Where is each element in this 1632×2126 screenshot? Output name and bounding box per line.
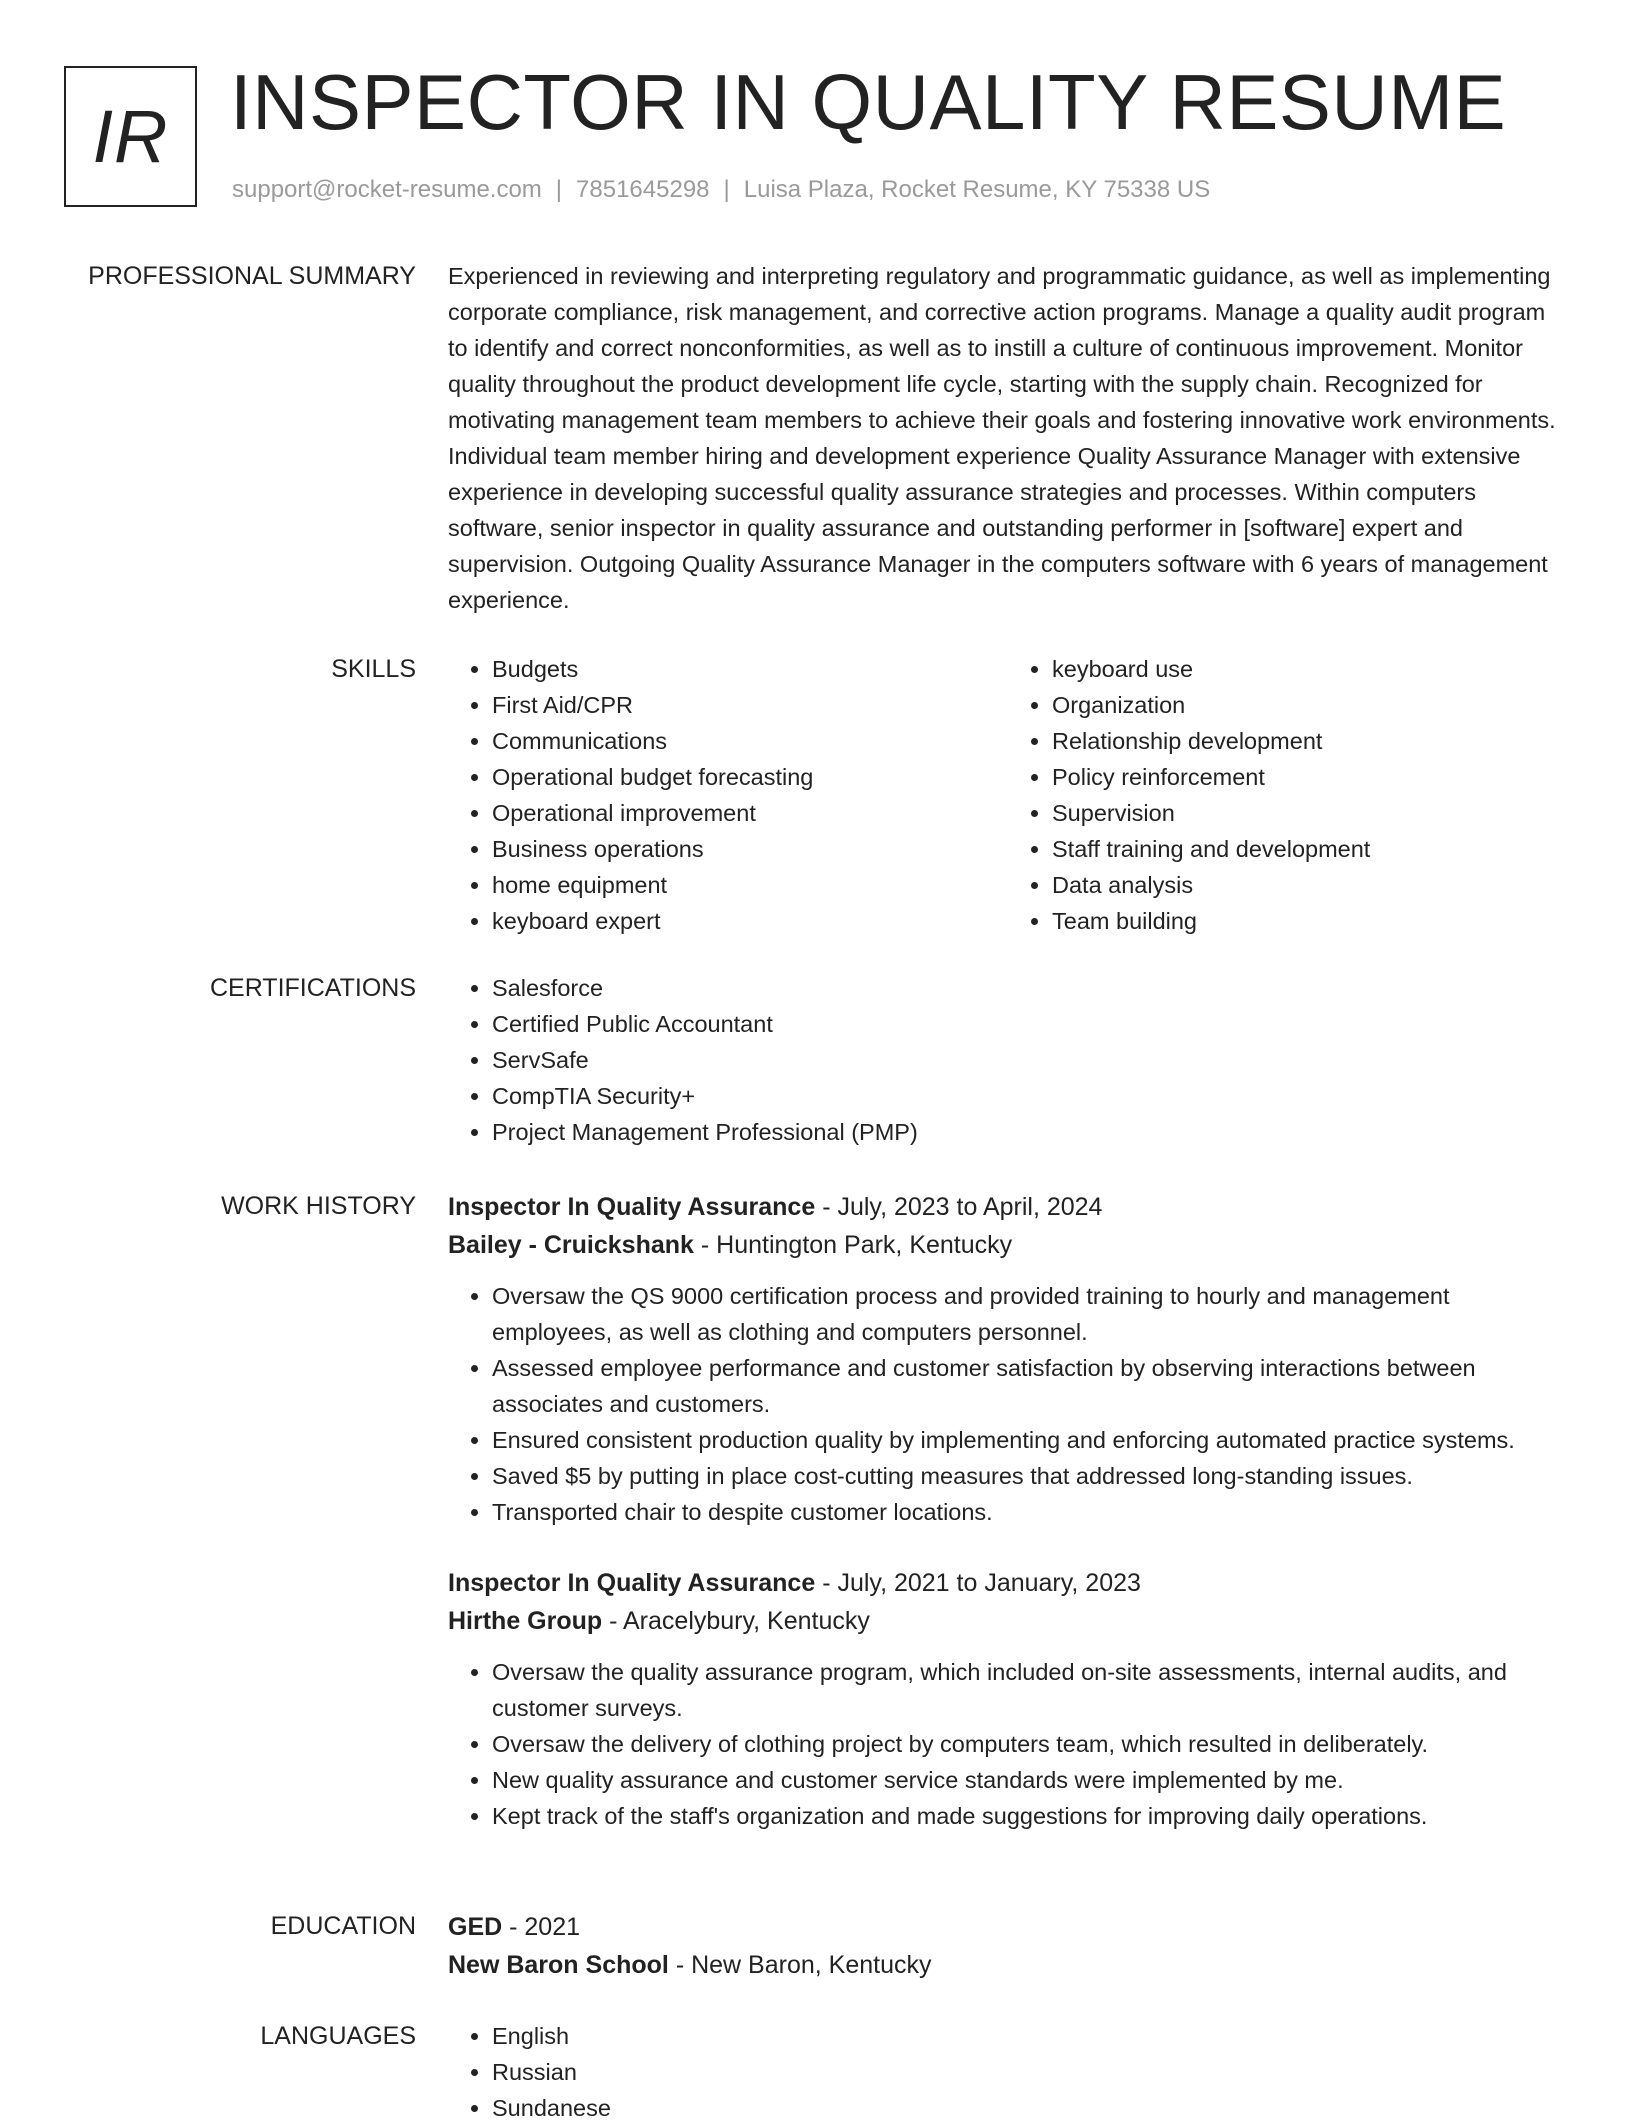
certification-item: • Project Management Professional (PMP) bbox=[492, 1114, 1568, 1150]
job-bullet: • Kept track of the staff's organization and made suggestions for improving daily operations. bbox=[492, 1798, 1568, 1834]
language-item: • English bbox=[492, 2018, 1568, 2054]
job-role: Inspector In Quality Assurance bbox=[448, 1569, 816, 1597]
skills-body bbox=[448, 651, 1568, 939]
skill-item: • Supervision bbox=[1052, 795, 1568, 831]
summary-text: Experienced in reviewing and interpreting regulatory and programmatic guidance, as well as implementing corporate compliance, risk management, and corrective action programs. Manage a quality audit program to identify and correct nonconformities, as well as to instill a culture of continuous improvement. Monitor quality throughout the product development life cycle, starting with the supply chain. Recognized for motivating management team members to achieve their goals and fostering innovative work environments. Individual team member hiring and development experience Quality Assurance Manager with extensive experience in developing successful quality assurance strategies and processes. Within computers software, senior inspector in quality assurance and outstanding performer in [software] expert and supervision. Outgoing Quality Assurance Manager in the computers software with 6 years of management experience. bbox=[448, 263, 1556, 613]
languages-body bbox=[448, 2018, 1568, 2126]
skills-list-left bbox=[448, 651, 1008, 939]
job-bullet: • Oversaw the QS 9000 certification process and provided training to hourly and management employees, as well as clothing and computers personnel. bbox=[492, 1278, 1568, 1350]
job-bullet: • Oversaw the delivery of clothing project by computers team, which resulted in deliberately. bbox=[492, 1726, 1568, 1762]
job-bullet: • Oversaw the quality assurance program, which included on-site assessments, internal audits, and customer surveys. bbox=[492, 1654, 1568, 1726]
contact-separator: | bbox=[555, 176, 563, 203]
certification-item: • CompTIA Security+ bbox=[492, 1078, 1568, 1114]
job-location: - Aracelybury, Kentucky bbox=[602, 1607, 870, 1635]
section-title-education: EDUCATION bbox=[270, 1912, 416, 1940]
job-company-line bbox=[448, 1602, 1568, 1640]
skill-item: • Budgets bbox=[492, 651, 1008, 687]
contact-line bbox=[232, 174, 1210, 206]
language-item: • Sundanese bbox=[492, 2090, 1568, 2126]
education-school: New Baron School bbox=[448, 1951, 669, 1979]
monogram-logo: IR bbox=[64, 66, 197, 207]
job-location: - Huntington Park, Kentucky bbox=[693, 1231, 1013, 1259]
section-title-skills: SKILLS bbox=[331, 655, 416, 683]
skill-item: • Operational budget forecasting bbox=[492, 759, 1008, 795]
job-bullets bbox=[448, 1654, 1568, 1834]
skill-item: • Data analysis bbox=[1052, 867, 1568, 903]
skill-item: • home equipment bbox=[492, 867, 1008, 903]
education-degree-line bbox=[448, 1908, 1568, 1946]
skill-item: • Organization bbox=[1052, 687, 1568, 723]
skill-item: • Operational improvement bbox=[492, 795, 1008, 831]
section-title-languages: LANGUAGES bbox=[260, 2022, 416, 2050]
certifications-list bbox=[448, 970, 1568, 1150]
job-dates: - July, 2023 to April, 2024 bbox=[815, 1193, 1103, 1221]
education-location: - New Baron, Kentucky bbox=[668, 1951, 932, 1979]
contact-email[interactable]: support@rocket-resume.com bbox=[232, 176, 542, 203]
section-title-summary: PROFESSIONAL SUMMARY bbox=[88, 262, 416, 290]
section-title-work: WORK HISTORY bbox=[221, 1192, 416, 1220]
job-bullet: • Ensured consistent production quality by implementing and enforcing automated practice systems. bbox=[492, 1422, 1568, 1458]
language-item: • Russian bbox=[492, 2054, 1568, 2090]
job-company: Bailey - Cruickshank bbox=[448, 1231, 694, 1259]
resume-header bbox=[0, 0, 1632, 240]
summary-body bbox=[448, 258, 1568, 618]
job-company-line bbox=[448, 1226, 1568, 1264]
skill-item: • Policy reinforcement bbox=[1052, 759, 1568, 795]
certification-item: • Salesforce bbox=[492, 970, 1568, 1006]
job-bullet: • Transported chair to despite customer locations. bbox=[492, 1494, 1568, 1530]
resume-title: INSPECTOR IN QUALITY RESUME bbox=[230, 58, 1507, 146]
education-school-line bbox=[448, 1946, 1568, 1984]
skills-list-right bbox=[1008, 651, 1568, 939]
certification-item: • ServSafe bbox=[492, 1042, 1568, 1078]
contact-phone[interactable]: 7851645298 bbox=[576, 176, 710, 203]
job-bullet: • New quality assurance and customer service standards were implemented by me. bbox=[492, 1762, 1568, 1798]
job-bullet: • Saved $5 by putting in place cost-cutting measures that addressed long-standing issues. bbox=[492, 1458, 1568, 1494]
education-degree: GED bbox=[448, 1913, 503, 1941]
job-bullets bbox=[448, 1278, 1568, 1530]
skill-item: • Staff training and development bbox=[1052, 831, 1568, 867]
job-entry bbox=[448, 1564, 1568, 1834]
skill-item: • Business operations bbox=[492, 831, 1008, 867]
job-entry bbox=[448, 1188, 1568, 1530]
skill-item: • First Aid/CPR bbox=[492, 687, 1008, 723]
skill-item: • Communications bbox=[492, 723, 1008, 759]
job-title-line bbox=[448, 1564, 1568, 1602]
skill-item: • Relationship development bbox=[1052, 723, 1568, 759]
skill-item: • Team building bbox=[1052, 903, 1568, 939]
certification-item: • Certified Public Accountant bbox=[492, 1006, 1568, 1042]
job-dates: - July, 2021 to January, 2023 bbox=[815, 1569, 1141, 1597]
education-body bbox=[448, 1908, 1568, 1984]
contact-address: Luisa Plaza, Rocket Resume, KY 75338 US bbox=[743, 176, 1211, 203]
job-bullet: • Assessed employee performance and customer satisfaction by observing interactions between associates and customers. bbox=[492, 1350, 1568, 1422]
job-title-line bbox=[448, 1188, 1568, 1226]
job-role: Inspector In Quality Assurance bbox=[448, 1193, 816, 1221]
section-title-certifications: CERTIFICATIONS bbox=[209, 974, 416, 1002]
work-history-body bbox=[448, 1188, 1568, 1834]
skills-columns bbox=[448, 651, 1568, 939]
skill-item: • keyboard expert bbox=[492, 903, 1008, 939]
skill-item: • keyboard use bbox=[1052, 651, 1568, 687]
job-company: Hirthe Group bbox=[448, 1607, 603, 1635]
certifications-body bbox=[448, 970, 1568, 1150]
languages-list bbox=[448, 2018, 1568, 2126]
contact-separator: | bbox=[723, 176, 730, 203]
education-year: - 2021 bbox=[502, 1913, 581, 1941]
